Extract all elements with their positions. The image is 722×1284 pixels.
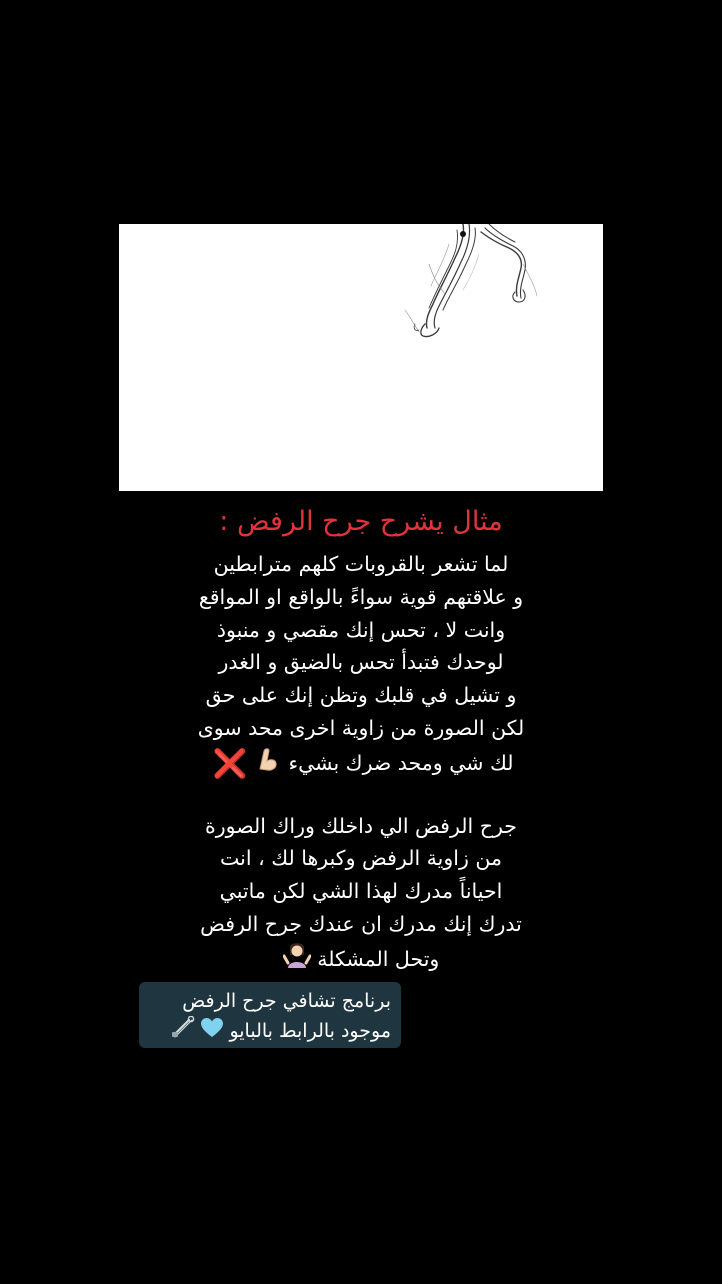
body-line: لما تشعر بالقروبات كلهم مترابطين — [213, 552, 509, 576]
cross-mark-icon: ❌ — [212, 746, 248, 780]
body-line: لك شي ومحد ضرك بشيء — [288, 750, 514, 775]
body-line: من زاوية الرفض وكبرها لك ، انت — [220, 846, 502, 871]
body-line: لوحدك فتبدأ تحس بالضيق و الغدر — [218, 650, 504, 675]
body-line: لكن الصورة من زاوية اخرى محد سوى — [197, 715, 525, 740]
sketch-image — [119, 224, 603, 491]
body-line: وتحل المشكلة — [317, 946, 440, 971]
body-line: تدرك إنك مدرك ان عندك جرح الرفض — [200, 911, 522, 936]
story-body — [160, 548, 562, 974]
light-blue-heart-icon — [201, 1017, 223, 1047]
paragraph-spacer — [160, 778, 562, 810]
promo-line-2: موجود بالرابط بالبايو — [229, 1020, 391, 1042]
body-line: جرح الرفض الي داخلك وراك الصورة — [205, 813, 517, 838]
body-line-with-icon — [160, 941, 562, 974]
shrugging-person-icon — [283, 941, 311, 979]
body-line: و تشيل في قلبك وتظن إنك على حق — [205, 683, 517, 708]
flexed-arm-icon — [254, 745, 282, 783]
promo-line-2-row — [149, 1016, 391, 1047]
body-line: وانت لا ، تحس إنك مقصي و منبوذ — [216, 617, 506, 642]
body-line: و علاقتهم قوية سواءً بالواقع او المواقع — [198, 584, 524, 609]
body-line: احياناً مدرك لهذا الشي لكن ماتبي — [219, 879, 503, 904]
safety-pin-icon — [171, 1016, 195, 1047]
story-title: مثال يشرح جرح الرفض : — [219, 506, 503, 537]
legs-sketch-drawing — [119, 224, 603, 491]
promo-link-box[interactable] — [139, 982, 401, 1048]
body-line-with-icons — [160, 745, 562, 778]
promo-line-1: برنامج تشافي جرح الرفض — [182, 990, 391, 1012]
